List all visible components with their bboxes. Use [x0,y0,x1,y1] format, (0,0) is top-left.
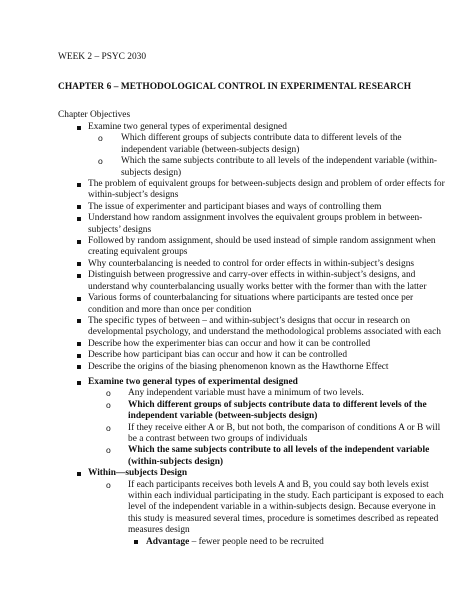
week-label: WEEK 2 – PSYC 2030 [58,52,147,62]
advantage-label: Advantage [146,536,190,547]
advantage-text: – fewer people need to be recruited [189,536,324,547]
chapter-title: CHAPTER 6 – METHODOLOGICAL CONTROL IN EXPERIMENTAL RESEARCH [58,82,412,92]
objective-text: Understand how random assignment involves the equivalent groups problem in between-subjects’ designs [88,213,423,235]
section-subtext: Any independent variable must have a minimum of two levels. [128,388,364,399]
detail-section [58,468,448,548]
square-bullet-icon [77,217,81,221]
square-bullet-icon [77,274,81,278]
square-bullet-icon [77,342,81,346]
objective-item [58,362,448,373]
square-bullet-icon [134,540,138,544]
objective-item [58,316,448,339]
objective-text: The issue of experimenter and participant biases and ways of controlling them [88,201,382,212]
square-bullet-icon [77,472,81,476]
detail-section [58,377,448,468]
section-heading: Examine two general types of experimental designed [88,377,298,387]
objective-subtext: Which the same subjects contribute to all levels of the independent variable (within-subjects design) [121,156,438,178]
objective-item [58,270,448,293]
objective-text: Distinguish between progressive and carry-over effects in within-subject’s designs, and understand why counterbalancing usually works better with the former than with the latter [88,270,427,292]
section-subtext: Which the same subjects contribute to all levels of the independent variable (within-subjects design) [128,445,430,467]
objective-item [58,293,448,316]
objective-text: Examine two general types of experimental designed [88,122,287,132]
objective-item [58,350,448,361]
objective-subtext: Which different groups of subjects contribute data to different levels of the independent variable (between-subjects design) [121,133,402,155]
objective-text: Why counterbalancing is needed to control for order effects in within-subject’s designs [88,258,415,269]
square-bullet-icon [77,381,81,385]
section-sublist [88,480,448,537]
objective-text: The problem of equivalent groups for between-subjects design and problem of order effects for within-subject’s designs [88,179,445,201]
circle-bullet-icon: o [106,388,111,399]
circle-bullet-icon: o [106,445,111,456]
circle-bullet-icon: o [106,399,111,410]
objective-item [58,259,448,270]
section-sublist [88,388,448,468]
objective-text: Describe how participant bias can occur and how it can be controlled [88,350,348,361]
square-bullet-icon [77,319,81,323]
objective-text: Describe how the experimenter bias can occur and how it can be controlled [88,338,371,349]
objective-item [58,213,448,236]
objective-text: Followed by random assignment, should be used instead of simple random assignment when creating equivalent groups [88,236,436,258]
objective-item [58,202,448,213]
details-list [58,377,448,548]
section-subitem [88,423,448,446]
objective-item [58,339,448,350]
objectives-list [58,122,448,373]
circle-bullet-icon: o [106,422,111,433]
square-bullet-icon [77,262,81,266]
objective-sublist [88,133,448,179]
objective-item [58,236,448,259]
section-subtext: Which different groups of subjects contribute data to different levels of the independent variable (between-subjects design) [128,399,427,422]
section-subitem [88,400,448,423]
square-bullet-icon [77,354,81,358]
objective-text: The specific types of between – and within-subject’s designs that occur in research on developmental psychology, and understand the methodological problems associated with each [88,315,441,338]
section-subtext: If they receive either A or B, but not both, the comparison of conditions A or B will be a contrast between two groups of individuals [128,422,441,445]
section-heading: Within—subjects Design [88,468,188,479]
objective-text: Various forms of counterbalancing for situations where participants are tested once per condition and more than once per condition [88,293,414,315]
objectives-heading: Chapter Objectives [58,110,131,120]
square-bullet-icon [77,183,81,187]
objective-item [58,122,448,179]
advantage-item [88,537,448,548]
section-subitem [88,480,448,537]
objective-subitem [88,133,448,156]
section-subitem [88,388,448,399]
circle-bullet-icon: o [98,133,103,144]
circle-bullet-icon: o [106,479,111,490]
square-bullet-icon [77,205,81,209]
square-bullet-icon [77,297,81,301]
square-bullet-icon [77,126,81,130]
objective-text: Describe the origins of the biasing phenomenon known as the Hawthorne Effect [88,361,389,372]
objective-item [58,179,448,202]
objective-subitem [88,156,448,179]
section-subtext: If each participants receives both levels A and B, you could say both levels exist within each individual participating in the study. Each participant is exposed to each level of the independent variable in a within-subjects design. Because everyone in this study is measured several times, procedure is sometimes described as repeated measures design [128,479,444,536]
square-bullet-icon [77,240,81,244]
circle-bullet-icon: o [98,156,103,167]
square-bullet-icon [77,365,81,369]
section-subitem [88,445,448,468]
advantage-list [88,537,448,548]
